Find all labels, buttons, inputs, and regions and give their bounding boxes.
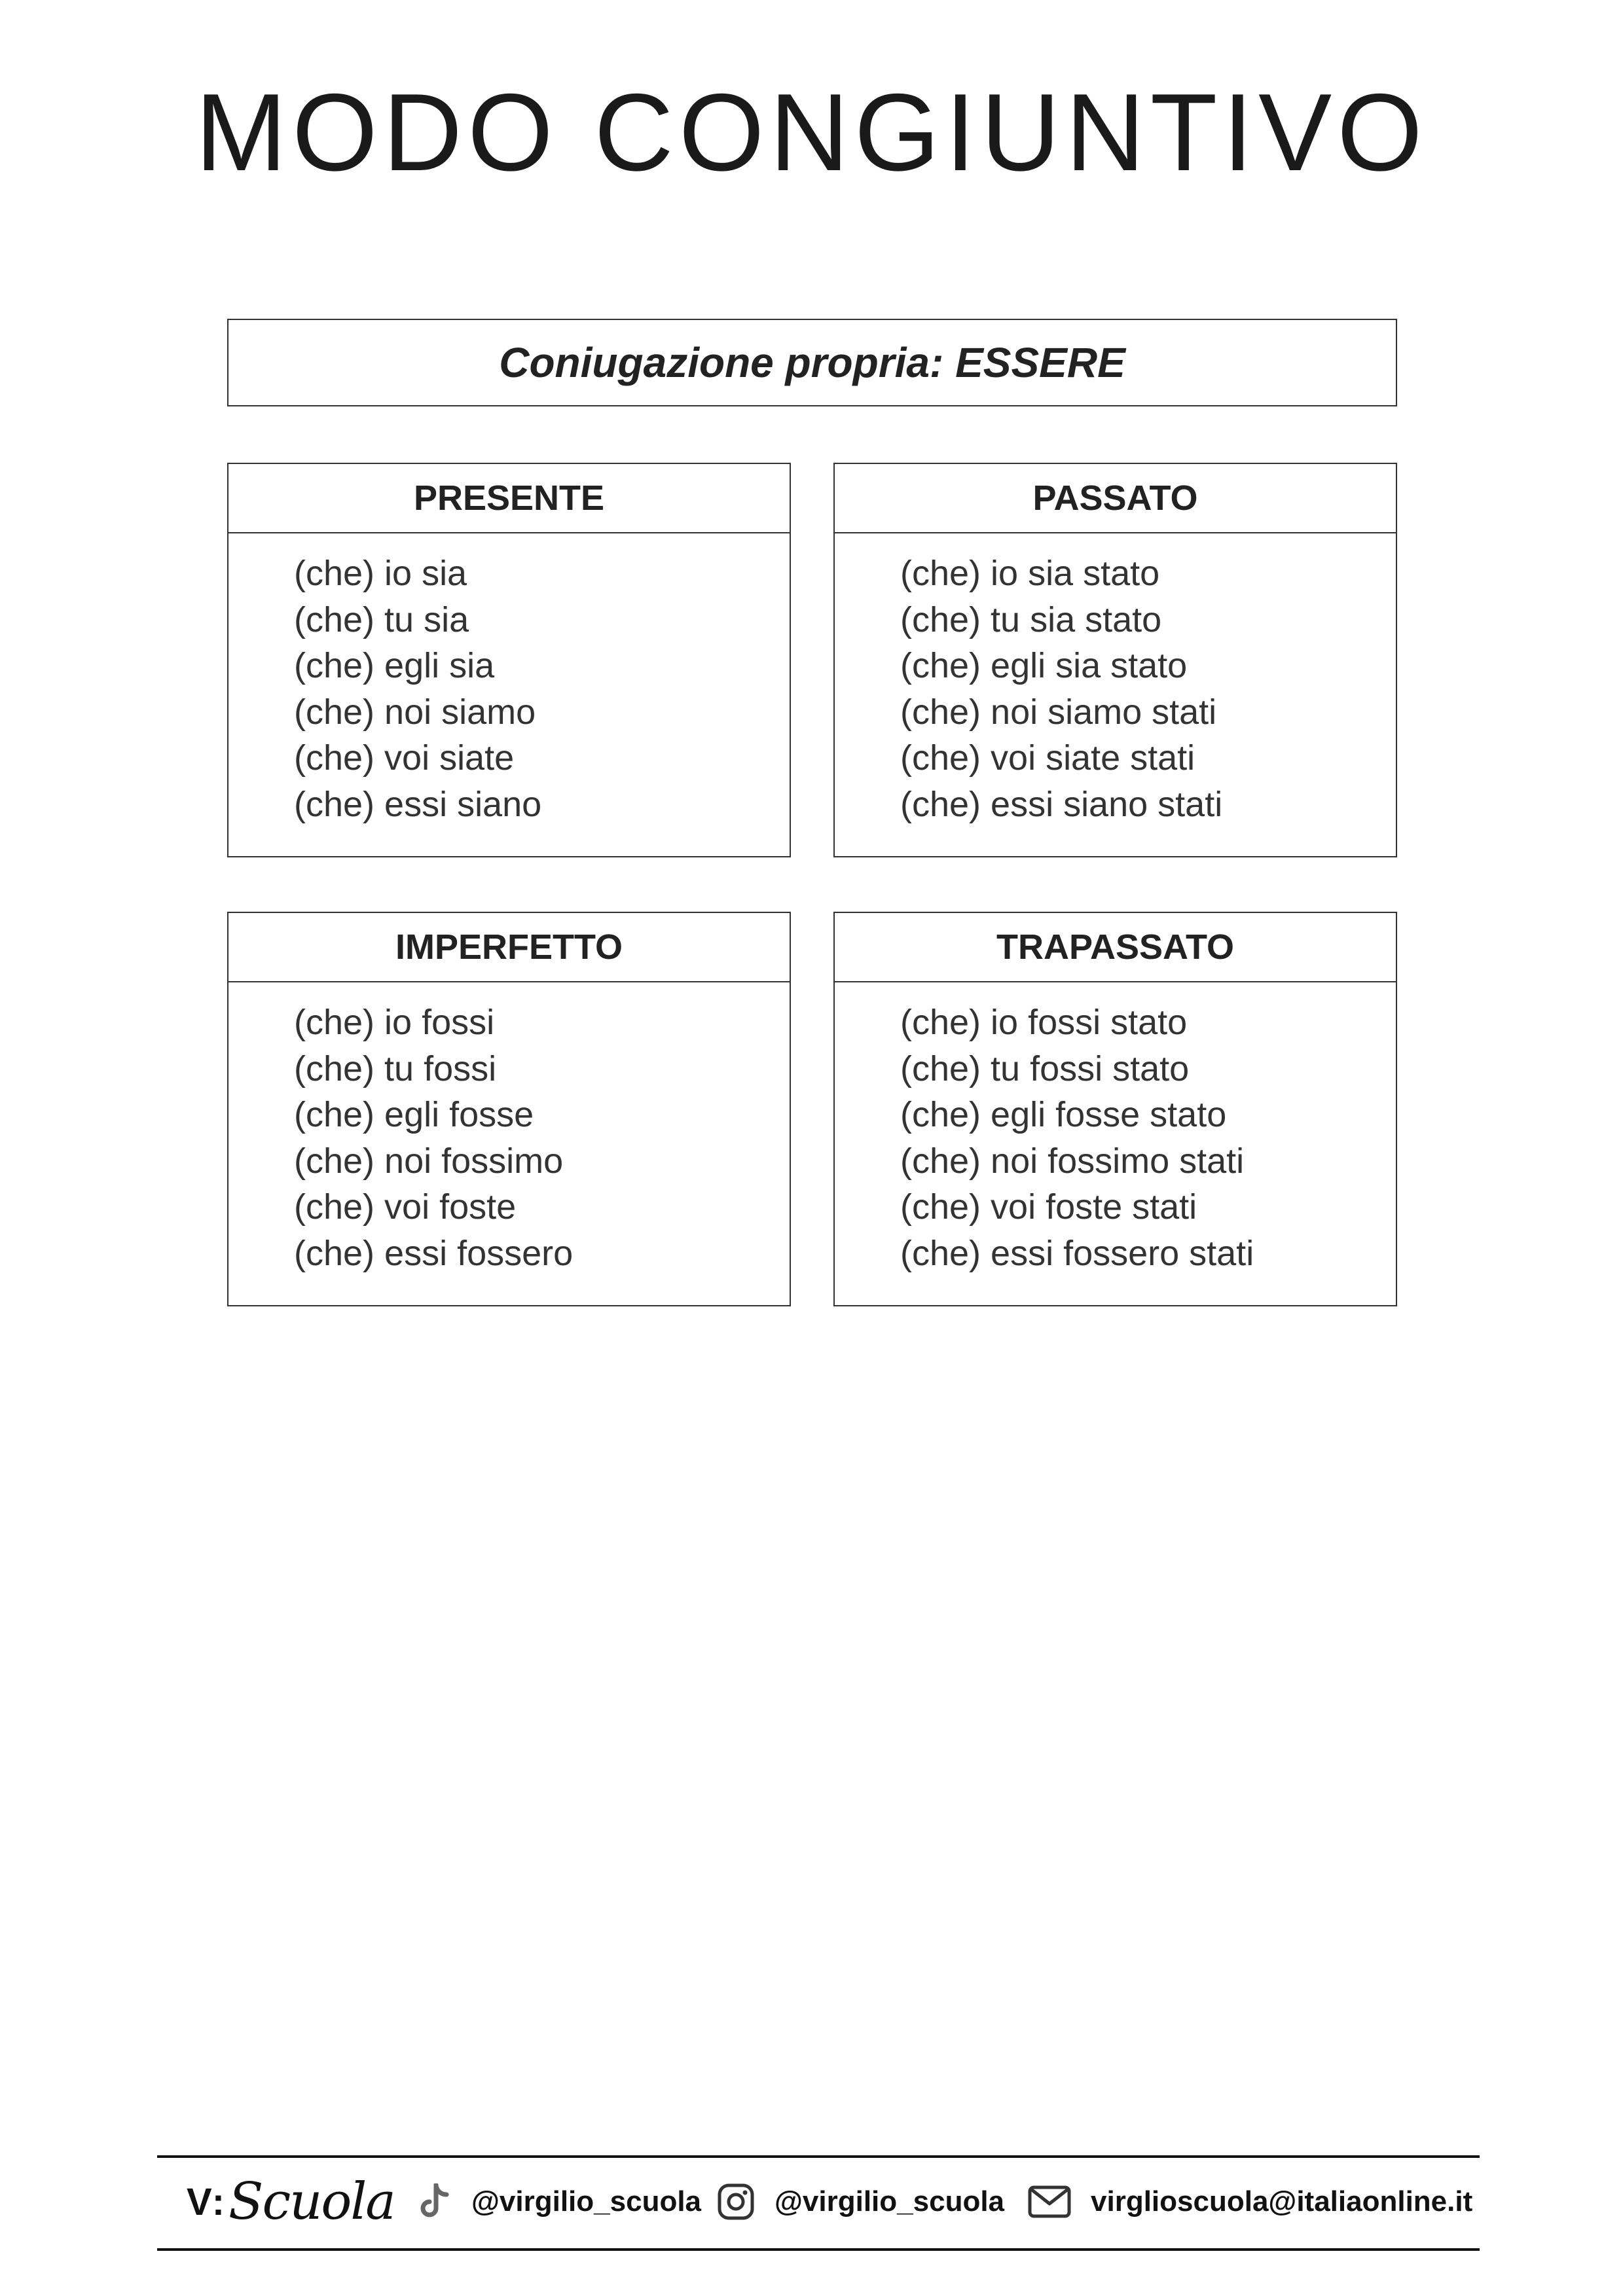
tense-card-trapassato [833, 912, 1397, 1306]
page-title: MODO CONGIUNTIVO [195, 71, 1428, 194]
footer [157, 2157, 1480, 2247]
tense-card-imperfetto [227, 912, 791, 1306]
conjugation-form: (che) egli sia stato [900, 646, 1188, 685]
tiktok-icon [419, 2183, 452, 2220]
conjugation-form: (che) voi foste stati [900, 1187, 1197, 1227]
tiktok-handle: @virgilio_scuola [471, 2185, 702, 2217]
conjugation-form: (che) essi fossero stati [900, 1233, 1254, 1273]
footer-divider-bottom [157, 2248, 1480, 2251]
tense-card-presente [227, 463, 791, 857]
conjugation-list [228, 982, 790, 1276]
conjugation-form: (che) egli fosse [294, 1095, 534, 1134]
conjugation-form: (che) essi fossero [294, 1233, 574, 1273]
conjugation-form: (che) io fossi stato [900, 1003, 1188, 1042]
conjugation-list [835, 533, 1396, 827]
logo-script: Scuola [228, 2172, 395, 2231]
conjugation-form: (che) essi siano stati [900, 784, 1223, 824]
tense-card-passato [833, 463, 1397, 857]
email-link[interactable] [1028, 2157, 1472, 2247]
logo-colon: : [211, 2180, 225, 2223]
conjugation-form: (che) io sia [294, 554, 467, 593]
conjugation-form: (che) noi fossimo stati [900, 1141, 1245, 1181]
tiktok-link[interactable] [419, 2157, 701, 2247]
conjugation-list [228, 533, 790, 827]
conjugation-form: (che) egli fosse stato [900, 1095, 1227, 1134]
conjugation-form: (che) tu fossi stato [900, 1049, 1190, 1088]
subtitle: Coniugazione propria: ESSERE [499, 339, 1125, 386]
tense-heading: TRAPASSATO [835, 913, 1396, 982]
tense-heading: PASSATO [835, 464, 1396, 533]
conjugation-form: (che) noi siamo stati [900, 692, 1217, 732]
instagram-icon [717, 2183, 755, 2221]
email-address: virglioscuola@italiaonline.it [1091, 2185, 1473, 2217]
instagram-handle: @virgilio_scuola [775, 2185, 1005, 2217]
conjugation-form: (che) io fossi [294, 1003, 495, 1042]
mail-icon [1028, 2185, 1071, 2218]
instagram-link[interactable] [717, 2157, 1004, 2247]
conjugation-form: (che) io sia stato [900, 554, 1160, 593]
conjugation-form: (che) voi foste [294, 1187, 517, 1227]
conjugation-form: (che) tu sia stato [900, 600, 1162, 639]
conjugation-form: (che) essi siano [294, 784, 542, 824]
conjugation-form: (che) tu fossi [294, 1049, 497, 1088]
conjugation-form: (che) egli sia [294, 646, 495, 685]
conjugation-list [835, 982, 1396, 1276]
conjugation-form: (che) noi siamo [294, 692, 536, 732]
virgilio-scuola-logo [187, 2157, 395, 2247]
conjugation-form: (che) voi siate [294, 738, 515, 778]
tense-heading: PRESENTE [228, 464, 790, 533]
conjugation-form: (che) voi siate stati [900, 738, 1195, 778]
conjugation-form: (che) noi fossimo [294, 1141, 564, 1181]
logo-prefix: V [187, 2180, 212, 2223]
conjugation-form: (che) tu sia [294, 600, 469, 639]
tense-heading: IMPERFETTO [228, 913, 790, 982]
subtitle-box [227, 319, 1397, 406]
